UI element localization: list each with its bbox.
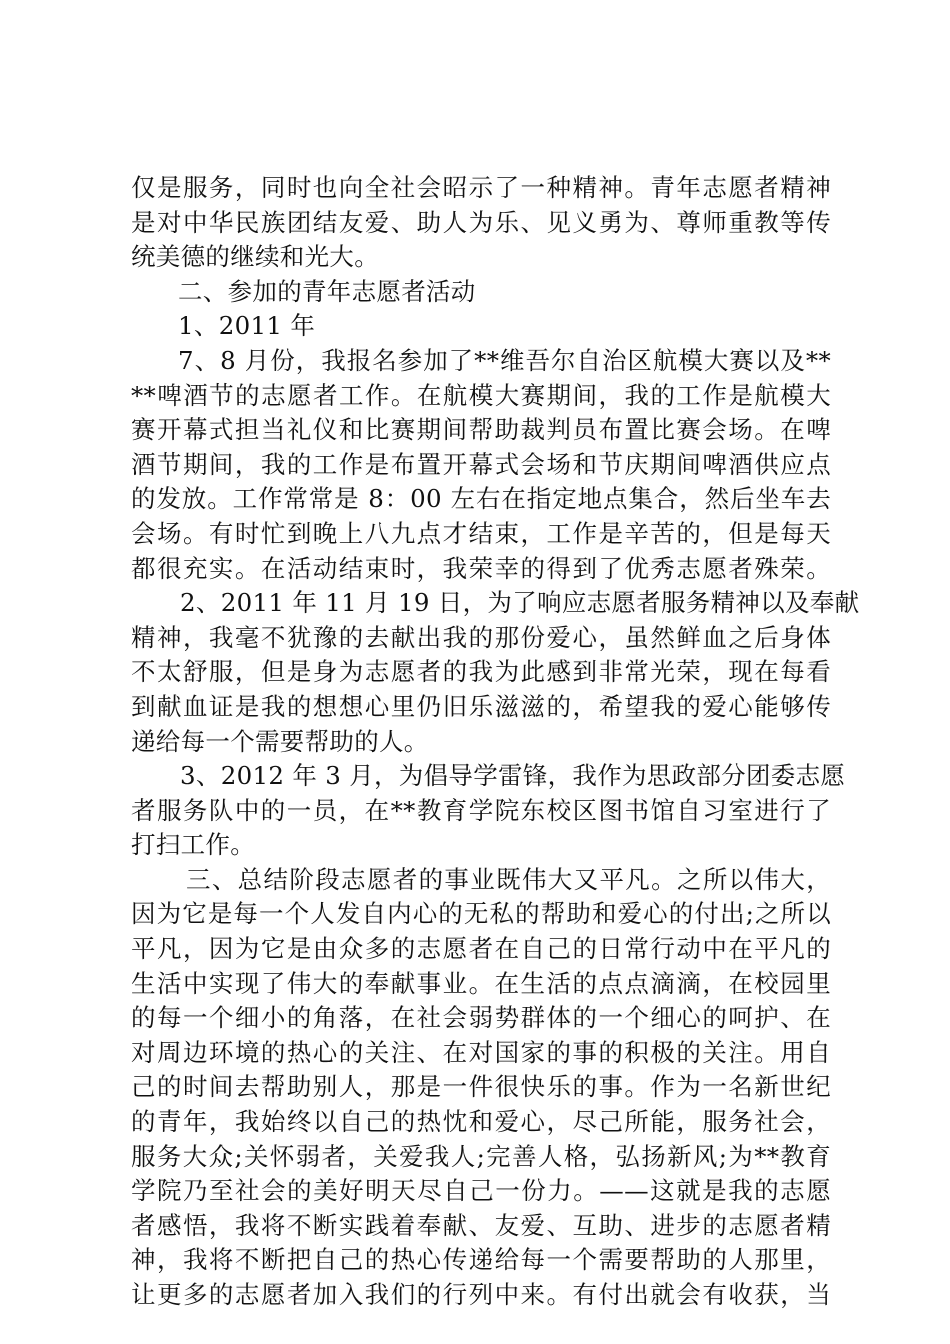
text-line: 7、8 月份，我报名参加了**维吾尔自治区航模大赛以及** bbox=[178, 345, 831, 375]
text-line: 生活中实现了伟大的奉献事业。在生活的点点滴滴，在校园里 bbox=[131, 968, 831, 998]
document-body bbox=[131, 171, 860, 1313]
text-line: 的每一个细小的角落，在社会弱势群体的一个细心的呵护、在 bbox=[131, 1003, 831, 1033]
text-line: 者感悟，我将不断实践着奉献、友爱、互助、进步的志愿者精 bbox=[131, 1210, 831, 1240]
text-line: 不太舒服，但是身为志愿者的我为此感到非常光荣，现在每看 bbox=[131, 657, 831, 687]
text-line: 学院乃至社会的美好明天尽自己一份力。——这就是我的志愿 bbox=[131, 1176, 831, 1206]
text-line: 的青年，我始终以自己的热忱和爱心，尽己所能，服务社会， bbox=[131, 1107, 831, 1137]
text-line: 统美德的继续和光大。 bbox=[131, 242, 379, 272]
year-heading: 1、2011 年 bbox=[178, 311, 316, 341]
text-line: 精神，我毫不犹豫的去献出我的那份爱心，虽然鲜血之后身体 bbox=[131, 622, 831, 652]
text-line: 神，我将不断把自己的热心传递给每一个需要帮助的人那里， bbox=[131, 1245, 831, 1275]
text-line: 者服务队中的一员，在**教育学院东校区图书馆自习室进行了 bbox=[131, 795, 831, 825]
text-line: 打扫工作。 bbox=[131, 830, 255, 860]
text-line: 因为它是每一个人发自内心的无私的帮助和爱心的付出;之所以 bbox=[131, 899, 831, 929]
text-line: 服务大众;关怀弱者，关爱我人;完善人格，弘扬新风;为**教育 bbox=[131, 1141, 831, 1171]
text-line: 会场。有时忙到晚上八九点才结束，工作是辛苦的，但是每天 bbox=[131, 518, 831, 548]
text-line: 递给每一个需要帮助的人。 bbox=[131, 726, 429, 756]
text-line: 2、2011 年 11 月 19 日，为了响应志愿者服务精神以及奉献 bbox=[180, 588, 860, 618]
text-line: 到献血证是我的想想心里仍旧乐滋滋的，希望我的爱心能够传 bbox=[131, 691, 831, 721]
section-heading: 二、参加的青年志愿者活动 bbox=[178, 276, 476, 306]
text-line: 3、2012 年 3 月，为倡导学雷锋，我作为思政部分团委志愿 bbox=[180, 761, 846, 791]
text-line: 赛开幕式担当礼仪和比赛期间帮助裁判员布置比赛会场。在啤 bbox=[131, 415, 831, 445]
text-line: 是对中华民族团结友爱、助人为乐、见义勇为、尊师重教等传 bbox=[131, 207, 831, 237]
text-line: 都很充实。在活动结束时，我荣幸的得到了优秀志愿者殊荣。 bbox=[131, 553, 831, 583]
text-line: 己的时间去帮助别人，那是一件很快乐的事。作为一名新世纪 bbox=[131, 1072, 831, 1102]
text-line: 酒节期间，我的工作是布置开幕式会场和节庆期间啤酒供应点 bbox=[131, 449, 831, 479]
text-line: 的发放。工作常常是 8：00 左右在指定地点集合，然后坐车去 bbox=[131, 484, 831, 514]
text-line: **啤酒节的志愿者工作。在航模大赛期间，我的工作是航模大 bbox=[131, 380, 831, 410]
text-line: 仅是服务，同时也向全社会昭示了一种精神。青年志愿者精神 bbox=[131, 173, 831, 202]
text-line: 平凡，因为它是由众多的志愿者在自己的日常行动中在平凡的 bbox=[131, 934, 831, 964]
section-heading: 三、总结阶段志愿者的事业既伟大又平凡。之所以伟大， bbox=[186, 864, 831, 894]
text-line: 让更多的志愿者加入我们的行列中来。有付出就会有收获，当 bbox=[131, 1280, 831, 1309]
text-line: 对周边环境的热心的关注、在对国家的事的积极的关注。用自 bbox=[131, 1037, 831, 1067]
